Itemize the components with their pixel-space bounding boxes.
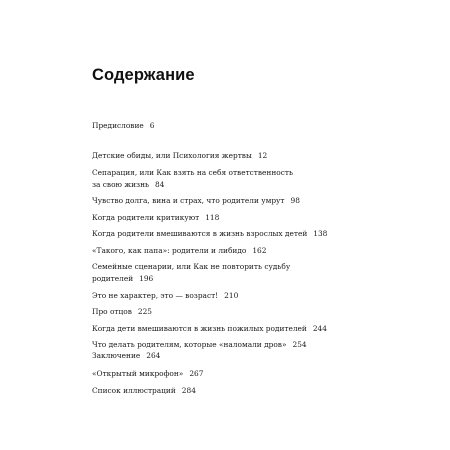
toc-entry-title: Когда родители вмешиваются в жизнь взрослых детей — [92, 229, 308, 238]
toc-entry-page: 138 — [313, 229, 328, 238]
page-title: Содержание — [92, 66, 195, 84]
toc-entry-title: Детские обиды, или Психология жертвы — [92, 151, 252, 160]
toc-entry-chapter-3 — [92, 195, 342, 207]
toc-entry-title: Предисловие — [92, 121, 144, 130]
toc-entry-page: 244 — [312, 323, 327, 333]
toc-entry-page: 284 — [181, 386, 196, 395]
toc-entry-chapter-6 — [92, 245, 342, 257]
toc-entry-title: Список иллюстраций — [92, 386, 176, 395]
toc-entry-page: 254 — [292, 340, 307, 349]
toc-entry-title: «Открытый микрофон» — [92, 368, 184, 378]
toc-entry-chapter-2 — [92, 167, 342, 191]
toc-entry-title: Что делать родителям, которые «наломали дров» — [92, 340, 287, 349]
toc-entry-title-continued: родителей — [92, 274, 134, 283]
toc-entry-open-mic — [92, 368, 342, 380]
toc-entry-page: 98 — [290, 196, 300, 205]
toc-entry-page: 267 — [189, 368, 204, 378]
toc-entry-title: Это не характер, это — возраст! — [92, 290, 219, 300]
toc-entry-conclusion — [92, 350, 342, 362]
toc-entry-page: 162 — [252, 245, 267, 255]
toc-entry-title: «Такого, как папа»: родители и либидо — [92, 245, 247, 255]
toc-entry-page: 84 — [155, 179, 165, 189]
toc-entry-chapter-1 — [92, 150, 342, 162]
toc-entry-page: 225 — [137, 307, 152, 316]
toc-entry-title-continued: за свою жизнь — [92, 179, 150, 189]
toc-entry-chapter-5 — [92, 228, 342, 240]
toc-entry-title: Семейные сценарии, или Как не повторить судьбу — [92, 262, 291, 271]
toc-entry-title: Чувство долга, вина и страх, что родители умрут — [92, 196, 285, 205]
toc-group-back — [92, 350, 342, 403]
toc-group-front — [92, 120, 342, 132]
toc-entry-chapter-4 — [92, 212, 342, 224]
toc-entry-preface — [92, 120, 342, 132]
toc-entry-title: Заключение — [92, 351, 141, 360]
toc-entry-page: 6 — [149, 121, 155, 130]
toc-entry-chapter-8 — [92, 290, 342, 302]
toc-entry-page: 12 — [257, 151, 268, 160]
toc-entry-page: 264 — [146, 351, 161, 360]
toc-entry-title: Когда дети вмешиваются в жизнь пожилых родителей — [92, 323, 307, 333]
toc-entry-chapter-10 — [92, 323, 342, 335]
toc-entry-title: Сепарация, или Как взять на себя ответственность — [92, 167, 293, 177]
toc-entry-page: 196 — [139, 274, 154, 283]
toc-entry-title: Когда родители критикуют — [92, 212, 200, 222]
toc-entry-chapter-7 — [92, 261, 342, 285]
toc-entry-illustrations — [92, 385, 342, 397]
toc-entry-title: Про отцов — [92, 307, 132, 316]
toc-entry-chapter-9 — [92, 306, 342, 318]
toc-group-chapters — [92, 150, 342, 356]
toc-entry-page: 210 — [224, 290, 239, 300]
toc-entry-page: 118 — [205, 212, 220, 222]
